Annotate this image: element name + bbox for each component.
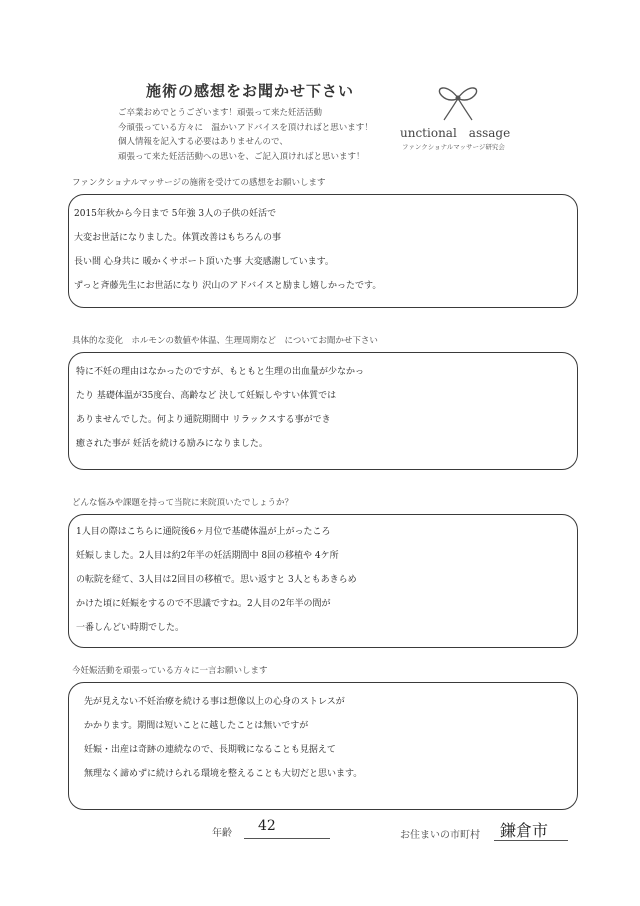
answer-text (76, 360, 586, 456)
answer-line: 1人目の際はこちらに通院後6ヶ月位で基礎体温が上がったころ (76, 527, 331, 537)
answer-line: 無理なく諦めずに続けられる環境を整えることも大切だと思います。 (84, 769, 363, 779)
answer-line: ずっと斉藤先生にお世話になり 沢山のアドバイスと励まし嬉しかったです。 (74, 281, 382, 291)
logo-subtext: ファンクショナルマッサージ研究会 (402, 143, 505, 151)
question-label: 今妊娠活動を頑張っている方々に一言お願いします (72, 666, 268, 676)
answer-line: 先が見えない不妊治療を続ける事は想像以上の心身のストレスが (84, 697, 345, 707)
intro-text (118, 106, 373, 164)
answer-line: かけた頃に妊娠をするので不思議ですね。2人目の2年半の間が (76, 599, 331, 609)
answer-line: 2015年秋から今日まで 5年強 3人の子供の妊活で (74, 209, 277, 219)
answer-line: 特に不妊の理由はなかったのですが、もともと生理の出血量が少なかっ (76, 367, 365, 377)
residence-label: お住まいの市町村 (400, 830, 480, 841)
intro-line: ご卒業おめでとうございます！頑張って来た妊活活動 (118, 108, 323, 118)
answer-text (74, 202, 584, 298)
answer-line: かかります。期間は短いことに越したことは無いですが (84, 721, 309, 731)
ribbon-icon (428, 78, 488, 122)
intro-line: 個人情報を記入する必要はありませんので、 (118, 137, 288, 147)
intro-line: 頑張って来た妊活活動への思いを、ご記入頂ければと思います！ (118, 151, 365, 162)
answer-line: 癒された事が 妊活を続ける励みになりました。 (76, 439, 268, 449)
answer-line: たり 基礎体温が35度台、高齢など 決して妊娠しやすい体質では (76, 391, 337, 401)
answer-line: 一番しんどい時期でした。 (76, 623, 185, 633)
answer-line: 妊娠しました。2人目は約2年半の妊活期間中 8回の移植や 4ケ所 (76, 551, 339, 561)
logo-text: unctional assage (400, 126, 511, 140)
answer-line: 長い間 心身共に 暖かくサポート頂いた事 大変感謝しています。 (74, 257, 334, 267)
age-label: 年齢 (212, 828, 232, 839)
intro-line: 今頑張っている方々に 温かいアドバイスを頂ければと思います！ (118, 122, 373, 133)
age-underline (244, 838, 330, 839)
answer-line: 妊娠・出産は奇跡の連続なので、長期戦になることも見据えて (84, 745, 336, 755)
question-label: ファンクショナルマッサージの施術を受けての感想をお願いします (72, 178, 326, 188)
form-title: 施術の感想をお聞かせ下さい (145, 82, 354, 100)
answer-text (84, 690, 594, 786)
answer-text (76, 520, 586, 640)
answer-line: の転院を経て、3人目は2回目の移植で。思い返すと 3人ともあきらめ (76, 575, 357, 585)
question-label: 具体的な変化 ホルモンの数値や体温、生理周期など についてお聞かせ下さい (72, 336, 378, 346)
logo (400, 78, 530, 158)
age-value: 42 (258, 818, 276, 834)
answer-line: ありませんでした。何より通院期間中 リラックスする事ができ (76, 415, 331, 425)
residence-value: 鎌倉市 (500, 821, 549, 840)
question-label: どんな悩みや課題を持って当院に来院頂いたでしょうか？ (72, 498, 294, 508)
answer-line: 大変お世話になりました。体質改善はもちろんの事 (74, 233, 282, 243)
